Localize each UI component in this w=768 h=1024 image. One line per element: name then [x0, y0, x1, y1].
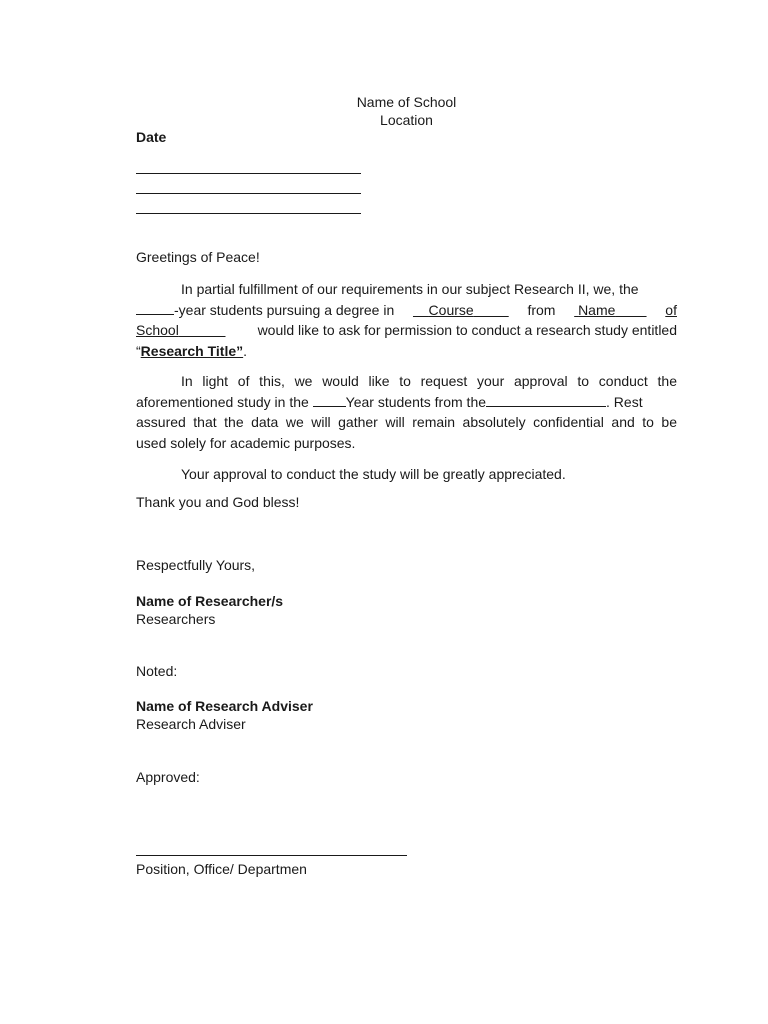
- of-text: of: [665, 301, 677, 318]
- recipient-line-1: [136, 173, 361, 174]
- p1-line-1: [136, 279, 677, 300]
- paragraph-appreciation: Your approval to conduct the study will be greatly appreciated.: [181, 466, 566, 482]
- recipient-line-3: [136, 213, 361, 214]
- p2-text-1: In light of this, we would like to request your approval to conduct the: [181, 373, 677, 389]
- p1-line-3: [136, 320, 677, 341]
- from-blank: [486, 392, 606, 407]
- closing-thanks: Thank you and God bless!: [136, 494, 300, 510]
- greeting: Greetings of Peace!: [136, 249, 260, 265]
- school-name: Name of School: [356, 94, 457, 110]
- date-label: Date: [136, 129, 167, 145]
- researcher-role: Researchers: [136, 611, 216, 627]
- adviser-role: Research Adviser: [136, 716, 246, 732]
- closing-salutation: Respectfully Yours,: [136, 557, 256, 573]
- school-text: School: [136, 322, 179, 339]
- paragraph-request: [136, 279, 677, 361]
- p2-text-6: used solely for academic purposes.: [136, 434, 356, 451]
- p2-text-4: . Rest: [606, 393, 643, 410]
- approved-label: Approved:: [136, 769, 200, 785]
- school-location: Location: [380, 112, 433, 128]
- p2-line-1: [136, 371, 677, 392]
- p2-line-2: [136, 392, 677, 413]
- p1-from: from: [527, 301, 556, 318]
- p2-text-2: aforementioned study in the: [136, 393, 309, 410]
- p1-line-4: [136, 341, 677, 362]
- year-blank: [313, 392, 346, 407]
- p1-text-2: -year students pursuing a degree in: [174, 301, 395, 318]
- p2-text-5: assured that the data we will gather will remain absolutely confidential and to be: [136, 414, 677, 431]
- recipient-line-2: [136, 193, 361, 194]
- researcher-name: Name of Researcher/s: [136, 593, 284, 609]
- noted-label: Noted:: [136, 663, 178, 679]
- name-field: [574, 300, 646, 321]
- p1-period: .: [243, 342, 248, 359]
- p2-text-3: Year students from the: [345, 393, 487, 410]
- adviser-name: Name of Research Adviser: [136, 698, 313, 714]
- p1-line-2: [136, 300, 677, 321]
- approver-signature-line: [136, 855, 407, 856]
- p2-line-4: [136, 433, 677, 454]
- p2-seg-a: [136, 392, 643, 413]
- school-field: [136, 320, 226, 341]
- course-text: Course: [428, 301, 474, 318]
- p1-text-4: would like to ask for permission to conduct a research study entitled: [257, 322, 677, 339]
- course-field: [413, 300, 509, 321]
- research-title: Research Title”: [140, 342, 244, 359]
- paragraph-approval: [136, 371, 677, 453]
- approver-role: Position, Office/ Departmen: [136, 861, 307, 877]
- year-level-blank: [136, 300, 174, 315]
- open-quote: “: [136, 342, 141, 359]
- name-text: Name: [578, 301, 616, 318]
- p2-line-3: [136, 412, 677, 433]
- p1-text-1: In partial fulfillment of our requirements in our subject Research II, we, the: [181, 281, 639, 297]
- p1-seg-a: [136, 300, 394, 321]
